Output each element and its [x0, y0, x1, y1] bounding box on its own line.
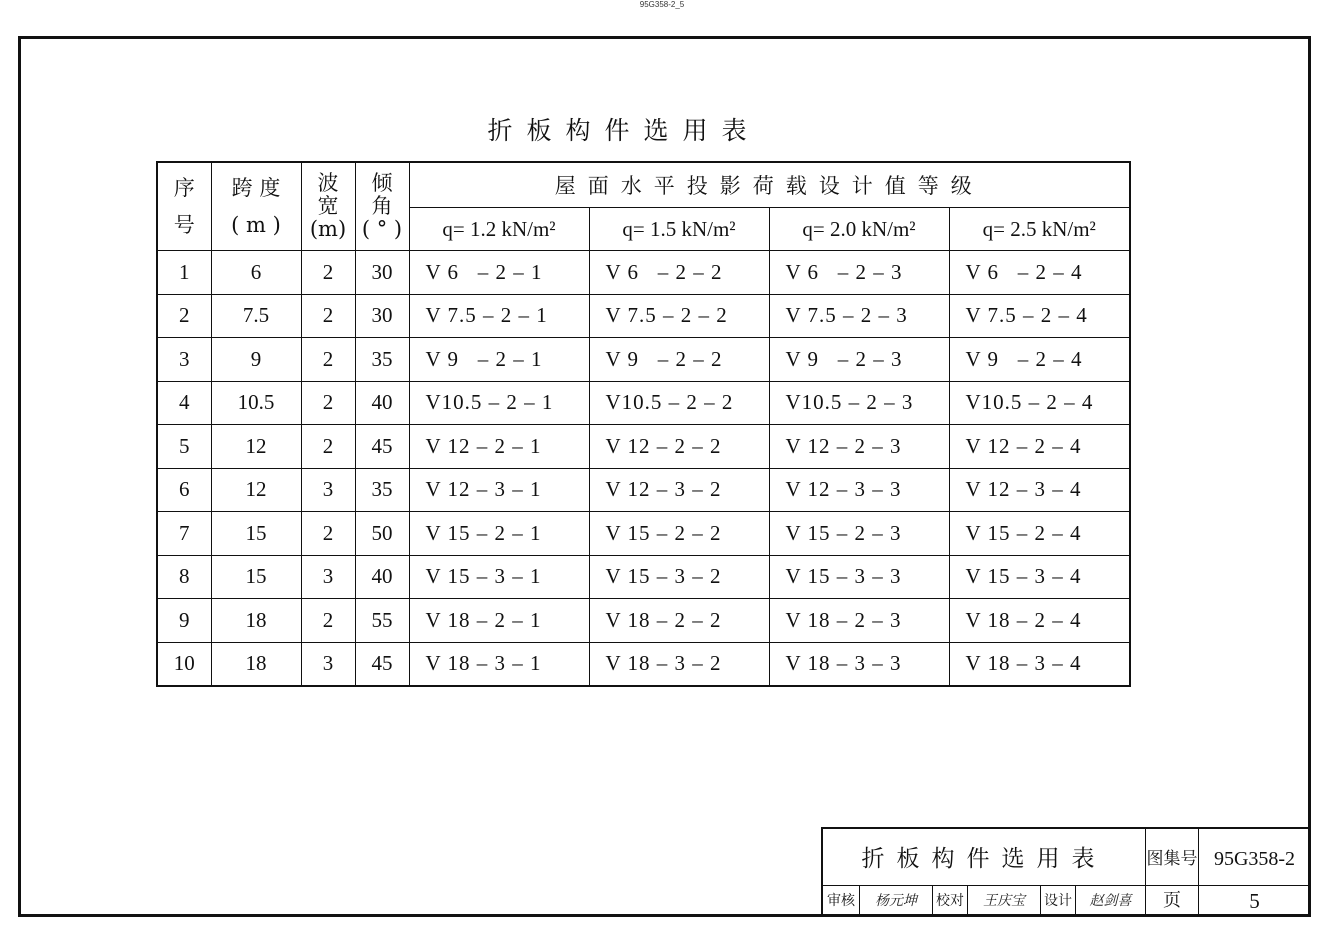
row-span-cell: 15	[211, 512, 301, 556]
row-code-cell: V 18 – 3 – 3	[769, 642, 949, 686]
header-load-1: q= 1.2 kN/m²	[409, 208, 589, 251]
table-row	[157, 294, 1130, 338]
row-code-cell: V 15 – 3 – 3	[769, 555, 949, 599]
row-code-cell: V 15 – 2 – 4	[949, 512, 1130, 556]
row-seq-cell: 6	[157, 468, 211, 512]
row-code-cell: V 15 – 2 – 3	[769, 512, 949, 556]
header-load-4: q= 2.5 kN/m²	[949, 208, 1130, 251]
table-row	[157, 599, 1130, 643]
row-code-cell: V 18 – 2 – 4	[949, 599, 1130, 643]
row-span-cell: 18	[211, 642, 301, 686]
row-code-cell: V 9 – 2 – 2	[589, 338, 769, 382]
row-code-cell: V 12 – 2 – 1	[409, 425, 589, 469]
row-seq-cell: 5	[157, 425, 211, 469]
row-code-cell: V10.5 – 2 – 1	[409, 381, 589, 425]
page-number: 5	[1249, 889, 1260, 913]
check-label: 校对	[933, 886, 968, 916]
design-signature: 赵剑喜	[1076, 886, 1146, 916]
row-code-cell: V 15 – 2 – 1	[409, 512, 589, 556]
row-code-cell: V 6 – 2 – 3	[769, 251, 949, 295]
row-span-cell: 12	[211, 468, 301, 512]
row-seq-cell: 9	[157, 599, 211, 643]
row-angle-cell: 40	[355, 381, 409, 425]
row-code-cell: V 6 – 2 – 2	[589, 251, 769, 295]
header-load-3: q= 2.0 kN/m²	[769, 208, 949, 251]
row-wave-cell: 2	[301, 599, 355, 643]
row-code-cell: V 7.5 – 2 – 2	[589, 294, 769, 338]
row-wave-cell: 3	[301, 468, 355, 512]
row-code-cell: V 12 – 3 – 3	[769, 468, 949, 512]
row-span-cell: 7.5	[211, 294, 301, 338]
row-code-cell: V 6 – 2 – 4	[949, 251, 1130, 295]
row-code-cell: V 9 – 2 – 1	[409, 338, 589, 382]
header-wave: 波 宽 (m)	[301, 162, 355, 251]
row-seq-cell: 8	[157, 555, 211, 599]
row-wave-cell: 2	[301, 251, 355, 295]
title-block	[821, 827, 1310, 916]
table-row	[157, 512, 1130, 556]
row-code-cell: V 6 – 2 – 1	[409, 251, 589, 295]
row-span-cell: 9	[211, 338, 301, 382]
row-code-cell: V10.5 – 2 – 2	[589, 381, 769, 425]
row-seq-cell: 10	[157, 642, 211, 686]
row-seq-cell: 2	[157, 294, 211, 338]
header-load-2: q= 1.5 kN/m²	[589, 208, 769, 251]
title-block-title: 折板构件选用表	[823, 829, 1146, 886]
row-span-cell: 10.5	[211, 381, 301, 425]
row-span-cell: 18	[211, 599, 301, 643]
row-wave-cell: 2	[301, 425, 355, 469]
row-code-cell: V10.5 – 2 – 3	[769, 381, 949, 425]
row-seq-cell: 3	[157, 338, 211, 382]
row-wave-cell: 2	[301, 381, 355, 425]
row-angle-cell: 50	[355, 512, 409, 556]
row-angle-cell: 30	[355, 251, 409, 295]
row-code-cell: V 18 – 2 – 3	[769, 599, 949, 643]
header-angle: 倾 角 ( ° )	[355, 162, 409, 251]
row-code-cell: V 18 – 3 – 2	[589, 642, 769, 686]
row-angle-cell: 40	[355, 555, 409, 599]
row-code-cell: V 12 – 2 – 2	[589, 425, 769, 469]
check-signature: 王庆宝	[968, 886, 1041, 916]
row-code-cell: V 12 – 3 – 2	[589, 468, 769, 512]
row-code-cell: V 12 – 3 – 1	[409, 468, 589, 512]
row-angle-cell: 45	[355, 642, 409, 686]
row-seq-cell: 1	[157, 251, 211, 295]
header-load-group: 屋面水平投影荷载设计值等级	[409, 162, 1130, 208]
row-span-cell: 6	[211, 251, 301, 295]
table-row	[157, 642, 1130, 686]
row-seq-cell: 7	[157, 512, 211, 556]
header-seq: 序 号	[157, 162, 211, 251]
row-code-cell: V 7.5 – 2 – 4	[949, 294, 1130, 338]
row-wave-cell: 2	[301, 512, 355, 556]
row-wave-cell: 3	[301, 555, 355, 599]
table-row	[157, 381, 1130, 425]
review-signature: 杨元坤	[860, 886, 933, 916]
row-angle-cell: 45	[355, 425, 409, 469]
page-label: 页	[1146, 886, 1199, 916]
row-code-cell: V 12 – 2 – 4	[949, 425, 1130, 469]
row-code-cell: V 9 – 2 – 3	[769, 338, 949, 382]
selection-table	[156, 161, 1131, 687]
row-wave-cell: 3	[301, 642, 355, 686]
row-code-cell: V 18 – 3 – 1	[409, 642, 589, 686]
row-code-cell: V 18 – 3 – 4	[949, 642, 1130, 686]
page-title: 折板构件选用表	[487, 116, 761, 145]
row-angle-cell: 55	[355, 599, 409, 643]
row-code-cell: V 18 – 2 – 2	[589, 599, 769, 643]
row-seq-cell: 4	[157, 381, 211, 425]
row-code-cell: V 18 – 2 – 1	[409, 599, 589, 643]
row-code-cell: V 15 – 3 – 2	[589, 555, 769, 599]
row-code-cell: V 7.5 – 2 – 3	[769, 294, 949, 338]
row-code-cell: V 9 – 2 – 4	[949, 338, 1130, 382]
row-angle-cell: 35	[355, 338, 409, 382]
row-code-cell: V 15 – 3 – 1	[409, 555, 589, 599]
row-span-cell: 15	[211, 555, 301, 599]
atlas-number: 95G358-2	[1199, 829, 1310, 886]
page-code: 95G358-2_5	[639, 0, 685, 9]
table-row	[157, 251, 1130, 295]
design-label: 设计	[1041, 886, 1076, 916]
table-row	[157, 468, 1130, 512]
row-code-cell: V 12 – 3 – 4	[949, 468, 1130, 512]
row-code-cell: V 7.5 – 2 – 1	[409, 294, 589, 338]
row-code-cell: V10.5 – 2 – 4	[949, 381, 1130, 425]
review-label: 审核	[823, 886, 860, 916]
row-code-cell: V 15 – 2 – 2	[589, 512, 769, 556]
table-row	[157, 425, 1130, 469]
header-span: 跨 度 ( m )	[211, 162, 301, 251]
signature-row	[823, 886, 1310, 916]
table-row	[157, 555, 1130, 599]
row-code-cell: V 12 – 2 – 3	[769, 425, 949, 469]
row-code-cell: V 15 – 3 – 4	[949, 555, 1130, 599]
table-row	[157, 338, 1130, 382]
row-wave-cell: 2	[301, 338, 355, 382]
row-wave-cell: 2	[301, 294, 355, 338]
row-angle-cell: 30	[355, 294, 409, 338]
row-span-cell: 12	[211, 425, 301, 469]
atlas-label: 图集号	[1146, 829, 1199, 886]
row-angle-cell: 35	[355, 468, 409, 512]
